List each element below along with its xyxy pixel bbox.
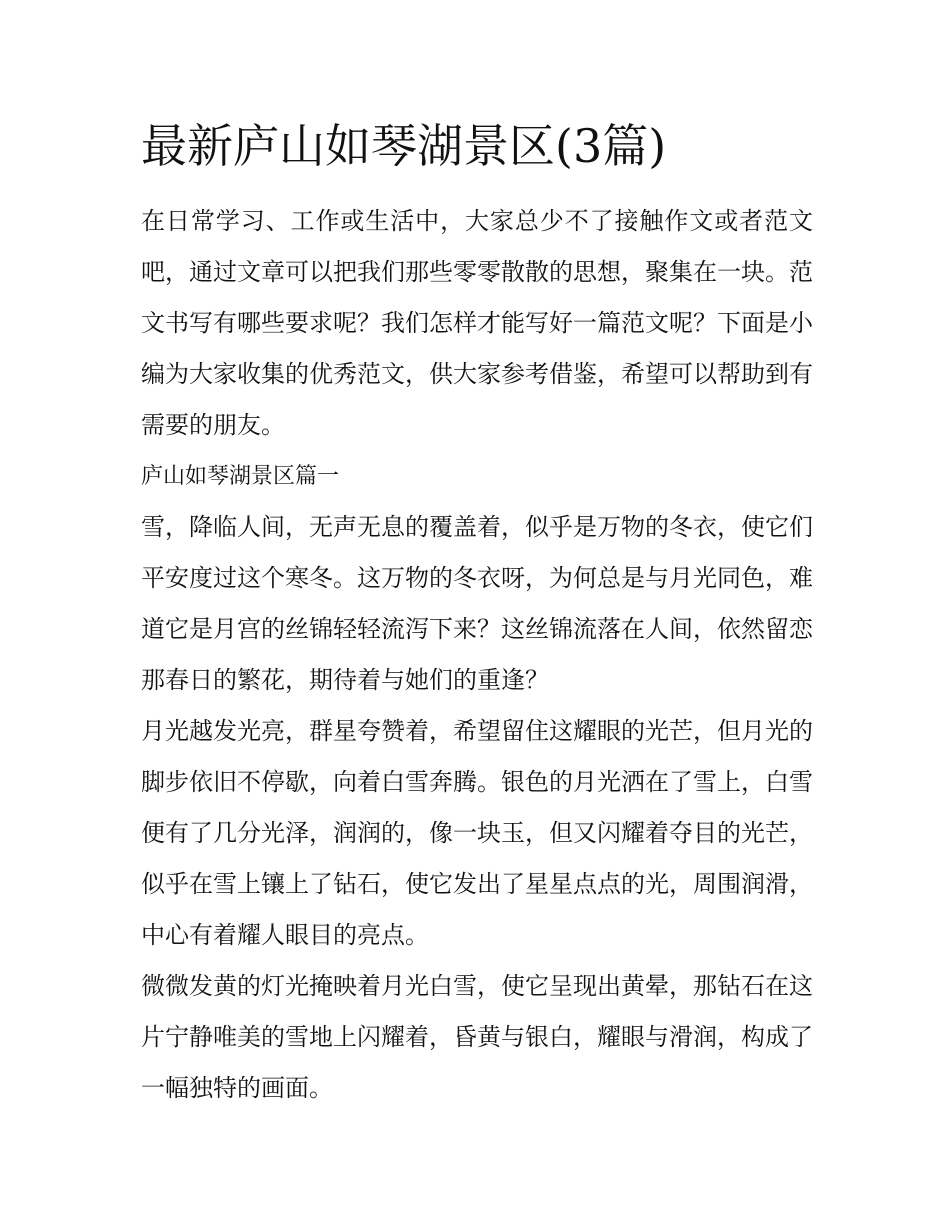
paragraph-1: 雪，降临人间，无声无息的覆盖着，似乎是万物的冬衣，使它们平安度过这个寒冬。这万物的冬衣呀，为何总是与月光同色，难道它是月宫的丝锦轻轻流泻下来？这丝锦流落在人间，依然留恋那春日的繁花，期待着与她们的重逢？: [141, 513, 813, 694]
document-title: 最新庐山如琴湖景区(3篇): [141, 119, 667, 173]
intro-paragraph: 在日常学习、工作或生活中，大家总少不了接触作文或者范文吧，通过文章可以把我们那些零零散散的思想，聚集在一块。范文书写有哪些要求呢？我们怎样才能写好一篇范文呢？下面是小编为大家收集的优秀范文，供大家参考借鉴，希望可以帮助到有需要的朋友。: [141, 207, 813, 439]
document-page: [141, 110, 813, 1114]
paragraph-2: 月光越发光亮，群星夸赞着，希望留住这耀眼的光芒，但月光的脚步依旧不停歇，向着白雪奔腾。银色的月光洒在了雪上，白雪便有了几分光泽，润润的，像一块玉，但又闪耀着夺目的光芒，似乎在雪上镶上了钻石，使它发出了星星点点的光，周围润滑，中心有着耀人眼目的亮点。: [141, 717, 813, 949]
paragraph-3: 微微发黄的灯光掩映着月光白雪，使它呈现出黄晕，那钻石在这片宁静唯美的雪地上闪耀着，昏黄与银白，耀眼与滑润，构成了一幅独特的画面。: [141, 972, 813, 1102]
section-heading: 庐山如琴湖景区篇一: [141, 464, 340, 489]
